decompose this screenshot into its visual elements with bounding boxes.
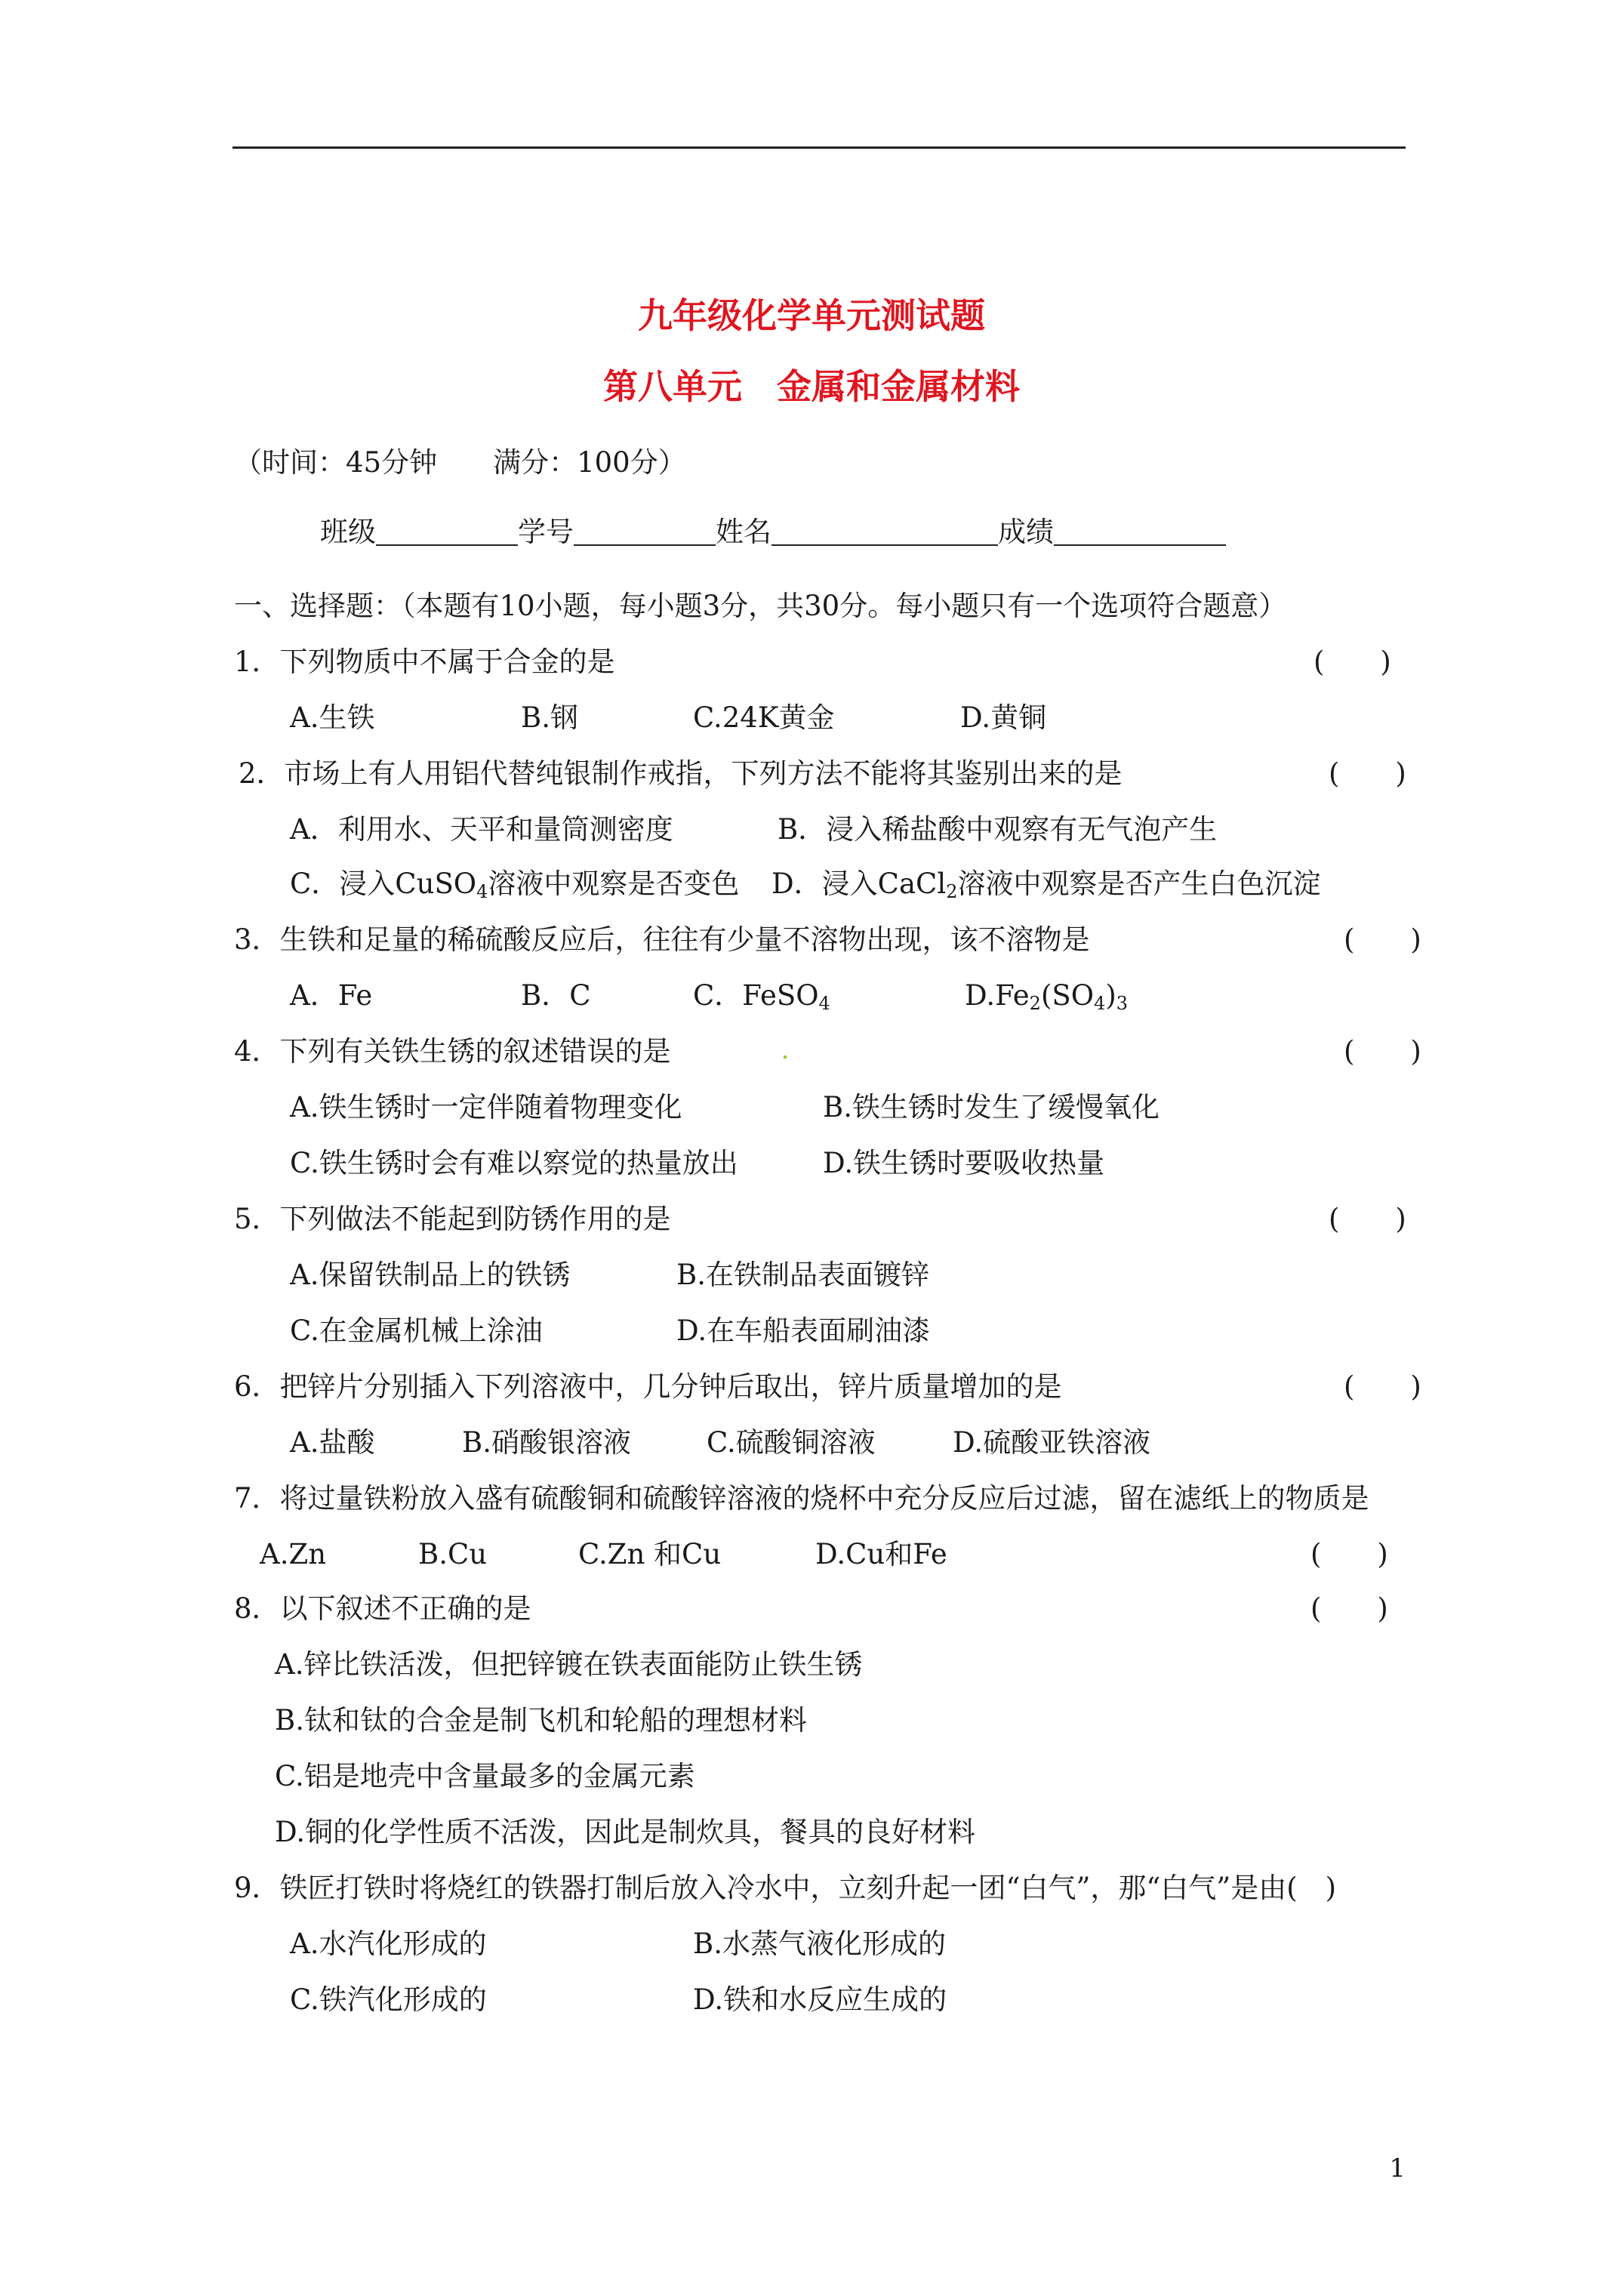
student-info-row (320, 513, 1226, 551)
q7-option-d: D.Cu和Fe (815, 1538, 947, 1570)
unit-subtitle: 第八单元 金属和金属材料 (603, 366, 1020, 407)
q3-answer-paren[interactable]: ( ) (1344, 923, 1421, 956)
header-rule (233, 146, 1406, 149)
q6-option-d: D.硫酸亚铁溶液 (953, 1426, 1151, 1459)
name-label: 姓名 (716, 516, 771, 548)
time-info: （时间：45分钟 满分：100分） (234, 446, 686, 479)
q4-stem: 4．下列有关铁生锈的叙述错误的是 (234, 1035, 671, 1068)
q3-option-a: A．Fe (290, 979, 373, 1012)
q6-option-a: A.盐酸 (290, 1426, 375, 1459)
q1-stem: 1．下列物质中不属于合金的是 (234, 646, 615, 678)
q7-answer-paren[interactable]: ( ) (1310, 1538, 1388, 1570)
q9-option-b: B.水蒸气液化形成的 (693, 1928, 946, 1960)
q7-option-a: A.Zn (260, 1538, 327, 1570)
student-no-label: 学号 (518, 516, 574, 548)
q2-option-c: C．浸入CuSO$_4$溶液中观察是否变色 (290, 868, 740, 902)
q7-option-b: B.Cu (418, 1538, 488, 1570)
q5-stem: 5．下列做法不能起到防锈作用的是 (234, 1203, 671, 1235)
q4-option-b: B.铁生锈时发生了缓慢氧化 (823, 1091, 1160, 1123)
q1-option-d: D.黄铜 (960, 701, 1047, 734)
q6-answer-paren[interactable]: ( ) (1344, 1370, 1421, 1403)
q2-stem: 2．市场上有人用铝代替纯银制作戒指，下列方法不能将其鉴别出来的是 (239, 757, 1123, 790)
q3-stem: 3．生铁和足量的稀硫酸反应后，往往有少量不溶物出现，该不溶物是 (234, 923, 1090, 956)
stray-dot (784, 1056, 787, 1059)
page-number: 1 (1389, 2153, 1406, 2184)
q2-answer-paren[interactable]: ( ) (1329, 757, 1406, 790)
q9-option-d: D.铁和水反应生成的 (693, 1983, 947, 2016)
q3-option-c: C．FeSO$_4$ (693, 979, 830, 1014)
q5-option-d: D.在车船表面刷油漆 (676, 1314, 931, 1347)
q4-answer-paren[interactable]: ( ) (1344, 1035, 1421, 1068)
q8-answer-paren[interactable]: ( ) (1310, 1592, 1388, 1625)
q1-option-a: A.生铁 (290, 701, 375, 734)
student-no-blank[interactable] (574, 514, 716, 546)
score-label: 成绩 (998, 516, 1054, 548)
q3-option-d: $D.Fe_2(SO_4)_3$ (965, 979, 1129, 1014)
q6-option-b: B.硝酸银溶液 (462, 1426, 631, 1459)
name-blank[interactable] (771, 514, 998, 546)
exam-title: 九年级化学单元测试题 (638, 295, 985, 336)
q9-option-a: A.水汽化形成的 (290, 1928, 487, 1960)
q5-option-b: B.在铁制品表面镀锌 (676, 1259, 929, 1291)
q5-answer-paren[interactable]: ( ) (1329, 1203, 1406, 1235)
q1-option-b: B.钢 (521, 701, 578, 734)
q8-option-c: C.铝是地壳中含量最多的金属元素 (275, 1760, 695, 1792)
q3-option-b: B．C (521, 979, 591, 1012)
q2-option-d: D．浸入CaCl$_2$溶液中观察是否产生白色沉淀 (771, 868, 1321, 902)
q2-option-a: A．利用水、天平和量筒测密度 (290, 813, 673, 846)
q6-stem: 6．把锌片分别插入下列溶液中，几分钟后取出，锌片质量增加的是 (234, 1370, 1062, 1403)
q4-option-a: A.铁生锈时一定伴随着物理变化 (290, 1091, 682, 1123)
q1-option-c: C.24K黄金 (693, 701, 835, 734)
q7-option-c: C.Zn 和Cu (578, 1538, 722, 1570)
class-blank[interactable] (376, 514, 518, 546)
q6-option-c: C.硫酸铜溶液 (707, 1426, 876, 1459)
q8-stem: 8．以下叙述不正确的是 (234, 1592, 531, 1625)
q1-answer-paren[interactable]: ( ) (1313, 646, 1391, 678)
q9-stem: 9．铁匠打铁时将烧红的铁器打制后放入冷水中，立刻升起一团“白气”，那“白气”是由( ) (234, 1872, 1337, 1904)
q2-option-b: B．浸入稀盐酸中观察有无气泡产生 (778, 813, 1218, 846)
q9-option-c: C.铁汽化形成的 (290, 1983, 487, 2016)
q4-option-d: D.铁生锈时要吸收热量 (823, 1147, 1105, 1179)
q7-stem: 7．将过量铁粉放入盛有硫酸铜和硫酸锌溶液的烧杯中充分反应后过滤，留在滤纸上的物质是 (234, 1482, 1369, 1515)
class-label: 班级 (320, 516, 376, 548)
q8-option-b: B.钛和钛的合金是制飞机和轮船的理想材料 (275, 1704, 807, 1737)
q5-option-a: A.保留铁制品上的铁锈 (290, 1259, 571, 1291)
score-blank[interactable] (1054, 514, 1226, 546)
q5-option-c: C.在金属机械上涂油 (290, 1314, 543, 1347)
q8-option-d: D.铜的化学性质不活泼，因此是制炊具，餐具的良好材料 (275, 1816, 976, 1848)
q8-option-a: A.锌比铁活泼，但把锌镀在铁表面能防止铁生锈 (275, 1648, 863, 1681)
q4-option-c: C.铁生锈时会有难以察觉的热量放出 (290, 1147, 738, 1179)
section-heading: 一、选择题：（本题有10小题，每小题3分，共30分。每小题只有一个选项符合题意） (234, 590, 1287, 622)
